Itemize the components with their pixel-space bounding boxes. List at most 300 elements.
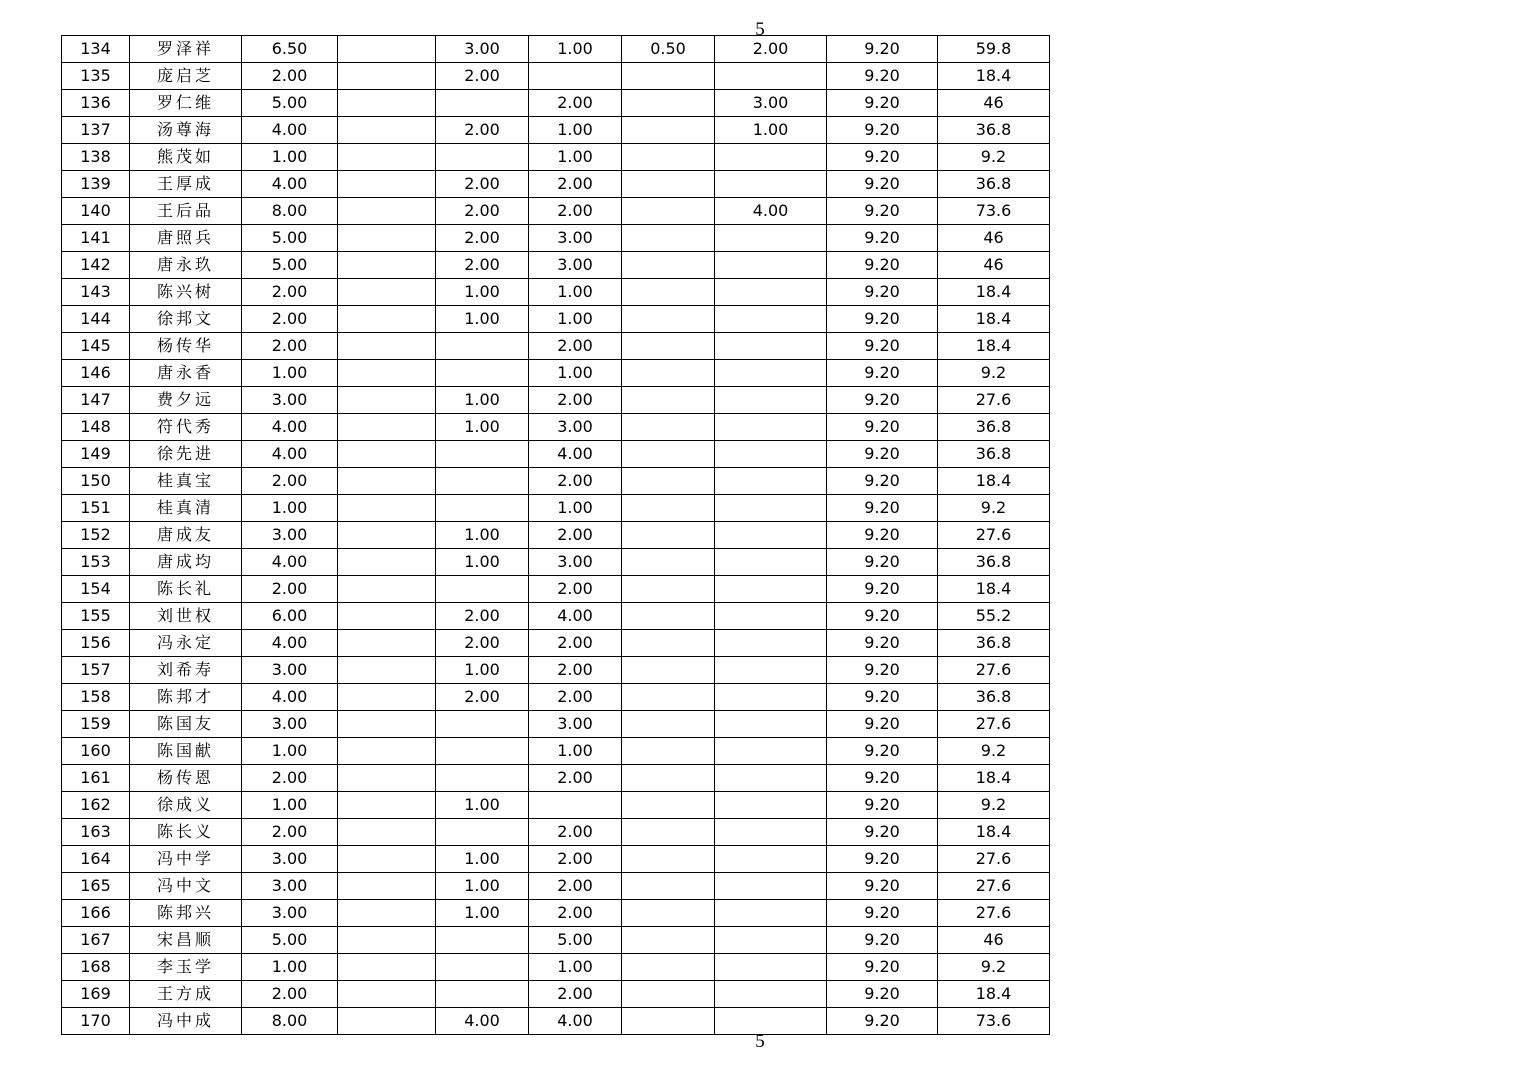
table-row — [62, 630, 1050, 657]
table-row — [62, 387, 1050, 414]
table-row — [62, 279, 1050, 306]
row-number-cell: 142 — [62, 252, 130, 279]
name-cell: 陈长礼 — [130, 576, 242, 603]
amount-cell: 36.8 — [938, 414, 1050, 441]
unit-price-cell: 9.20 — [827, 549, 938, 576]
unit-price-cell: 9.20 — [827, 630, 938, 657]
total-area-cell: 4.00 — [242, 117, 338, 144]
col-7-cell — [622, 63, 715, 90]
col-4-cell — [338, 522, 436, 549]
col-4-cell — [338, 711, 436, 738]
name-cell: 徐先进 — [130, 441, 242, 468]
col-5-cell — [436, 144, 529, 171]
amount-cell: 9.2 — [938, 954, 1050, 981]
unit-price-cell: 9.20 — [827, 576, 938, 603]
table-row — [62, 765, 1050, 792]
row-number-cell: 151 — [62, 495, 130, 522]
col-4-cell — [338, 1008, 436, 1035]
table-row — [62, 792, 1050, 819]
total-area-cell: 4.00 — [242, 549, 338, 576]
col-7-cell — [622, 819, 715, 846]
col-8-cell — [715, 63, 827, 90]
row-number-cell: 153 — [62, 549, 130, 576]
col-8-cell — [715, 954, 827, 981]
col-8-cell — [715, 333, 827, 360]
total-area-cell: 6.00 — [242, 603, 338, 630]
row-number-cell: 161 — [62, 765, 130, 792]
amount-cell: 9.2 — [938, 144, 1050, 171]
col-4-cell — [338, 900, 436, 927]
col-7-cell — [622, 873, 715, 900]
col-7-cell — [622, 630, 715, 657]
name-cell: 陈国友 — [130, 711, 242, 738]
total-area-cell: 4.00 — [242, 684, 338, 711]
col-5-cell: 1.00 — [436, 306, 529, 333]
row-number-cell: 141 — [62, 225, 130, 252]
col-6-cell: 2.00 — [529, 819, 622, 846]
col-8-cell — [715, 522, 827, 549]
table-row — [62, 522, 1050, 549]
table-row — [62, 846, 1050, 873]
name-cell: 李玉学 — [130, 954, 242, 981]
col-4-cell — [338, 765, 436, 792]
amount-cell: 36.8 — [938, 684, 1050, 711]
total-area-cell: 1.00 — [242, 495, 338, 522]
col-7-cell — [622, 846, 715, 873]
col-8-cell: 4.00 — [715, 198, 827, 225]
col-6-cell: 2.00 — [529, 900, 622, 927]
amount-cell: 73.6 — [938, 1008, 1050, 1035]
name-cell: 唐照兵 — [130, 225, 242, 252]
total-area-cell: 2.00 — [242, 63, 338, 90]
name-cell: 唐永玖 — [130, 252, 242, 279]
total-area-cell: 1.00 — [242, 792, 338, 819]
name-cell: 熊茂如 — [130, 144, 242, 171]
table-row — [62, 252, 1050, 279]
table-row — [62, 144, 1050, 171]
amount-cell: 27.6 — [938, 387, 1050, 414]
col-7-cell — [622, 306, 715, 333]
col-5-cell: 1.00 — [436, 792, 529, 819]
amount-cell: 18.4 — [938, 819, 1050, 846]
amount-cell: 18.4 — [938, 333, 1050, 360]
unit-price-cell: 9.20 — [827, 63, 938, 90]
name-cell: 唐成均 — [130, 549, 242, 576]
amount-cell: 46 — [938, 252, 1050, 279]
col-6-cell: 2.00 — [529, 657, 622, 684]
col-5-cell: 1.00 — [436, 846, 529, 873]
col-7-cell — [622, 90, 715, 117]
col-5-cell: 1.00 — [436, 549, 529, 576]
amount-cell: 46 — [938, 927, 1050, 954]
col-7-cell — [622, 981, 715, 1008]
col-6-cell: 2.00 — [529, 684, 622, 711]
total-area-cell: 2.00 — [242, 306, 338, 333]
col-5-cell: 1.00 — [436, 657, 529, 684]
row-number-cell: 163 — [62, 819, 130, 846]
row-number-cell: 165 — [62, 873, 130, 900]
ledger-table — [61, 35, 1050, 1035]
total-area-cell: 6.50 — [242, 36, 338, 63]
col-4-cell — [338, 225, 436, 252]
total-area-cell: 2.00 — [242, 468, 338, 495]
total-area-cell: 1.00 — [242, 360, 338, 387]
row-number-cell: 138 — [62, 144, 130, 171]
col-7-cell: 0.50 — [622, 36, 715, 63]
table-row — [62, 171, 1050, 198]
name-cell: 汤尊海 — [130, 117, 242, 144]
col-8-cell — [715, 252, 827, 279]
col-6-cell: 2.00 — [529, 630, 622, 657]
col-5-cell — [436, 981, 529, 1008]
unit-price-cell: 9.20 — [827, 711, 938, 738]
col-8-cell — [715, 981, 827, 1008]
total-area-cell: 2.00 — [242, 819, 338, 846]
amount-cell: 9.2 — [938, 738, 1050, 765]
name-cell: 陈邦才 — [130, 684, 242, 711]
unit-price-cell: 9.20 — [827, 198, 938, 225]
unit-price-cell: 9.20 — [827, 171, 938, 198]
name-cell: 王方成 — [130, 981, 242, 1008]
table-row — [62, 306, 1050, 333]
col-4-cell — [338, 198, 436, 225]
col-7-cell — [622, 684, 715, 711]
amount-cell: 73.6 — [938, 198, 1050, 225]
col-6-cell: 2.00 — [529, 981, 622, 1008]
table-row — [62, 576, 1050, 603]
row-number-cell: 169 — [62, 981, 130, 1008]
amount-cell: 27.6 — [938, 846, 1050, 873]
col-7-cell — [622, 387, 715, 414]
col-6-cell: 2.00 — [529, 333, 622, 360]
col-4-cell — [338, 792, 436, 819]
table-row — [62, 603, 1050, 630]
unit-price-cell: 9.20 — [827, 1008, 938, 1035]
table-row — [62, 549, 1050, 576]
col-7-cell — [622, 576, 715, 603]
name-cell: 徐邦文 — [130, 306, 242, 333]
name-cell: 罗泽祥 — [130, 36, 242, 63]
col-5-cell — [436, 738, 529, 765]
unit-price-cell: 9.20 — [827, 90, 938, 117]
col-6-cell: 1.00 — [529, 360, 622, 387]
row-number-cell: 140 — [62, 198, 130, 225]
name-cell: 唐永香 — [130, 360, 242, 387]
col-8-cell — [715, 711, 827, 738]
total-area-cell: 5.00 — [242, 927, 338, 954]
row-number-cell: 136 — [62, 90, 130, 117]
total-area-cell: 4.00 — [242, 630, 338, 657]
unit-price-cell: 9.20 — [827, 144, 938, 171]
name-cell: 桂真宝 — [130, 468, 242, 495]
unit-price-cell: 9.20 — [827, 981, 938, 1008]
amount-cell: 9.2 — [938, 792, 1050, 819]
table-row — [62, 657, 1050, 684]
unit-price-cell: 9.20 — [827, 657, 938, 684]
col-4-cell — [338, 819, 436, 846]
amount-cell: 55.2 — [938, 603, 1050, 630]
col-5-cell: 1.00 — [436, 873, 529, 900]
unit-price-cell: 9.20 — [827, 954, 938, 981]
table-row — [62, 198, 1050, 225]
col-4-cell — [338, 846, 436, 873]
total-area-cell: 2.00 — [242, 333, 338, 360]
table-row — [62, 1008, 1050, 1035]
col-8-cell — [715, 927, 827, 954]
col-8-cell — [715, 873, 827, 900]
total-area-cell: 5.00 — [242, 225, 338, 252]
table-row — [62, 684, 1050, 711]
total-area-cell: 3.00 — [242, 873, 338, 900]
amount-cell: 18.4 — [938, 279, 1050, 306]
col-5-cell: 4.00 — [436, 1008, 529, 1035]
unit-price-cell: 9.20 — [827, 495, 938, 522]
col-7-cell — [622, 900, 715, 927]
col-7-cell — [622, 711, 715, 738]
col-5-cell: 2.00 — [436, 630, 529, 657]
amount-cell: 27.6 — [938, 522, 1050, 549]
col-7-cell — [622, 522, 715, 549]
table-row — [62, 711, 1050, 738]
col-4-cell — [338, 252, 436, 279]
name-cell: 杨传恩 — [130, 765, 242, 792]
name-cell: 陈邦兴 — [130, 900, 242, 927]
col-5-cell — [436, 441, 529, 468]
col-8-cell — [715, 846, 827, 873]
total-area-cell: 3.00 — [242, 711, 338, 738]
table-row — [62, 63, 1050, 90]
name-cell: 冯中文 — [130, 873, 242, 900]
col-5-cell: 1.00 — [436, 414, 529, 441]
table-row — [62, 333, 1050, 360]
col-4-cell — [338, 981, 436, 1008]
col-4-cell — [338, 279, 436, 306]
col-5-cell: 2.00 — [436, 252, 529, 279]
table-row — [62, 468, 1050, 495]
col-6-cell: 4.00 — [529, 441, 622, 468]
col-4-cell — [338, 171, 436, 198]
col-7-cell — [622, 1008, 715, 1035]
col-5-cell: 1.00 — [436, 522, 529, 549]
unit-price-cell: 9.20 — [827, 225, 938, 252]
amount-cell: 59.8 — [938, 36, 1050, 63]
unit-price-cell: 9.20 — [827, 738, 938, 765]
row-number-cell: 145 — [62, 333, 130, 360]
total-area-cell: 2.00 — [242, 981, 338, 1008]
col-7-cell — [622, 171, 715, 198]
row-number-cell: 159 — [62, 711, 130, 738]
col-5-cell — [436, 711, 529, 738]
col-6-cell: 2.00 — [529, 468, 622, 495]
unit-price-cell: 9.20 — [827, 468, 938, 495]
col-7-cell — [622, 144, 715, 171]
row-number-cell: 170 — [62, 1008, 130, 1035]
col-8-cell — [715, 360, 827, 387]
col-6-cell: 2.00 — [529, 765, 622, 792]
col-8-cell — [715, 576, 827, 603]
col-8-cell — [715, 1008, 827, 1035]
col-5-cell: 1.00 — [436, 900, 529, 927]
col-6-cell: 3.00 — [529, 225, 622, 252]
col-8-cell: 3.00 — [715, 90, 827, 117]
col-8-cell — [715, 144, 827, 171]
name-cell: 桂真清 — [130, 495, 242, 522]
col-4-cell — [338, 576, 436, 603]
row-number-cell: 139 — [62, 171, 130, 198]
col-6-cell: 4.00 — [529, 603, 622, 630]
row-number-cell: 149 — [62, 441, 130, 468]
name-cell: 冯中学 — [130, 846, 242, 873]
col-4-cell — [338, 927, 436, 954]
amount-cell: 18.4 — [938, 63, 1050, 90]
col-4-cell — [338, 414, 436, 441]
col-4-cell — [338, 360, 436, 387]
col-4-cell — [338, 603, 436, 630]
col-5-cell: 2.00 — [436, 171, 529, 198]
col-8-cell — [715, 630, 827, 657]
row-number-cell: 154 — [62, 576, 130, 603]
col-7-cell — [622, 468, 715, 495]
name-cell: 刘希寿 — [130, 657, 242, 684]
col-6-cell: 2.00 — [529, 171, 622, 198]
row-number-cell: 155 — [62, 603, 130, 630]
col-5-cell: 2.00 — [436, 225, 529, 252]
col-8-cell — [715, 684, 827, 711]
col-6-cell: 1.00 — [529, 36, 622, 63]
col-4-cell — [338, 144, 436, 171]
amount-cell: 36.8 — [938, 630, 1050, 657]
total-area-cell: 4.00 — [242, 441, 338, 468]
col-4-cell — [338, 117, 436, 144]
table-row — [62, 360, 1050, 387]
row-number-cell: 160 — [62, 738, 130, 765]
col-5-cell: 2.00 — [436, 603, 529, 630]
col-8-cell — [715, 792, 827, 819]
col-8-cell — [715, 279, 827, 306]
col-5-cell: 2.00 — [436, 198, 529, 225]
unit-price-cell: 9.20 — [827, 279, 938, 306]
col-6-cell: 2.00 — [529, 846, 622, 873]
name-cell: 陈兴树 — [130, 279, 242, 306]
total-area-cell: 4.00 — [242, 171, 338, 198]
col-8-cell — [715, 387, 827, 414]
col-7-cell — [622, 414, 715, 441]
name-cell: 王后品 — [130, 198, 242, 225]
total-area-cell: 2.00 — [242, 279, 338, 306]
col-7-cell — [622, 279, 715, 306]
amount-cell: 18.4 — [938, 306, 1050, 333]
total-area-cell: 1.00 — [242, 954, 338, 981]
col-5-cell — [436, 819, 529, 846]
amount-cell: 27.6 — [938, 900, 1050, 927]
col-6-cell — [529, 792, 622, 819]
unit-price-cell: 9.20 — [827, 792, 938, 819]
col-5-cell — [436, 954, 529, 981]
col-7-cell — [622, 954, 715, 981]
col-8-cell: 2.00 — [715, 36, 827, 63]
name-cell: 宋昌顺 — [130, 927, 242, 954]
table-row — [62, 36, 1050, 63]
col-7-cell — [622, 927, 715, 954]
col-6-cell: 3.00 — [529, 711, 622, 738]
ledger-body — [62, 36, 1050, 1035]
unit-price-cell: 9.20 — [827, 360, 938, 387]
unit-price-cell: 9.20 — [827, 846, 938, 873]
col-5-cell — [436, 333, 529, 360]
table-row — [62, 819, 1050, 846]
col-8-cell — [715, 495, 827, 522]
col-8-cell — [715, 468, 827, 495]
total-area-cell: 3.00 — [242, 900, 338, 927]
col-7-cell — [622, 333, 715, 360]
name-cell: 冯中成 — [130, 1008, 242, 1035]
row-number-cell: 146 — [62, 360, 130, 387]
total-area-cell: 5.00 — [242, 90, 338, 117]
amount-cell: 36.8 — [938, 117, 1050, 144]
row-number-cell: 164 — [62, 846, 130, 873]
col-4-cell — [338, 549, 436, 576]
col-5-cell — [436, 360, 529, 387]
col-5-cell — [436, 765, 529, 792]
col-5-cell: 2.00 — [436, 63, 529, 90]
col-8-cell — [715, 441, 827, 468]
unit-price-cell: 9.20 — [827, 765, 938, 792]
table-row — [62, 441, 1050, 468]
col-8-cell: 1.00 — [715, 117, 827, 144]
unit-price-cell: 9.20 — [827, 441, 938, 468]
col-7-cell — [622, 198, 715, 225]
col-4-cell — [338, 738, 436, 765]
total-area-cell: 5.00 — [242, 252, 338, 279]
col-5-cell: 3.00 — [436, 36, 529, 63]
col-7-cell — [622, 765, 715, 792]
table-row — [62, 954, 1050, 981]
row-number-cell: 148 — [62, 414, 130, 441]
row-number-cell: 152 — [62, 522, 130, 549]
total-area-cell: 8.00 — [242, 198, 338, 225]
col-8-cell — [715, 603, 827, 630]
amount-cell: 36.8 — [938, 171, 1050, 198]
table-row — [62, 900, 1050, 927]
row-number-cell: 134 — [62, 36, 130, 63]
unit-price-cell: 9.20 — [827, 252, 938, 279]
total-area-cell: 1.00 — [242, 144, 338, 171]
unit-price-cell: 9.20 — [827, 36, 938, 63]
unit-price-cell: 9.20 — [827, 387, 938, 414]
amount-cell: 27.6 — [938, 873, 1050, 900]
unit-price-cell: 9.20 — [827, 873, 938, 900]
col-7-cell — [622, 441, 715, 468]
amount-cell: 18.4 — [938, 468, 1050, 495]
name-cell: 杨传华 — [130, 333, 242, 360]
total-area-cell: 1.00 — [242, 738, 338, 765]
table-row — [62, 873, 1050, 900]
col-5-cell — [436, 495, 529, 522]
row-number-cell: 168 — [62, 954, 130, 981]
name-cell: 刘世权 — [130, 603, 242, 630]
name-cell: 唐成友 — [130, 522, 242, 549]
col-4-cell — [338, 333, 436, 360]
col-4-cell — [338, 495, 436, 522]
col-6-cell: 1.00 — [529, 495, 622, 522]
table-row — [62, 225, 1050, 252]
total-area-cell: 3.00 — [242, 846, 338, 873]
col-7-cell — [622, 792, 715, 819]
total-area-cell: 2.00 — [242, 576, 338, 603]
amount-cell: 36.8 — [938, 549, 1050, 576]
col-8-cell — [715, 657, 827, 684]
col-8-cell — [715, 549, 827, 576]
